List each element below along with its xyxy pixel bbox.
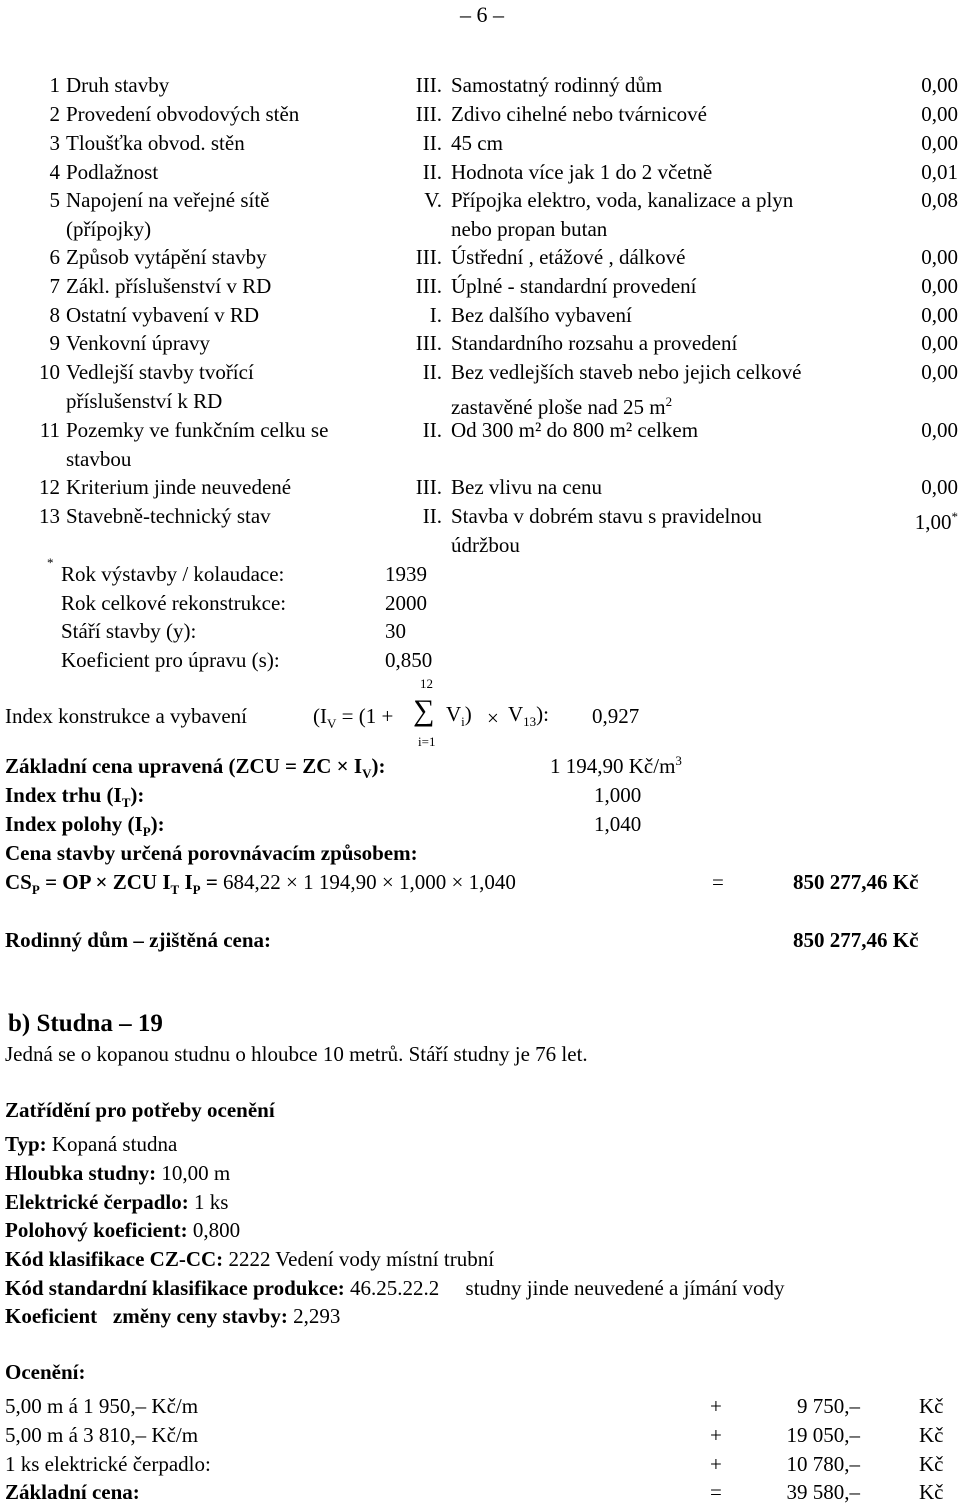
index-formula-text: ($I_V = (1$ +: [313, 704, 394, 732]
index-trhu-value: 1,000: [594, 783, 642, 807]
param-hloubka: Hloubka studny: 10,00 m: [5, 1161, 231, 1185]
row-criterion: Zákl. příslušenství v RD: [66, 274, 272, 298]
row-description: Bez vedlejších staveb nebo jejich celkové zastavěné ploše nad 25 $m^2$: [451, 360, 802, 419]
row-description: Stavba v dobrém stavu s pravidelnou údržbou: [451, 504, 762, 557]
row-description: Bez dalšího vybavení: [451, 303, 632, 327]
zcu-value: 1 194,90 $Kč/m^3$: [550, 753, 682, 778]
param-koeficient: Koeficient změny ceny stavby: 2,293: [5, 1304, 341, 1328]
oceneni-row-2-sign: +: [710, 1423, 722, 1447]
row-number: 1: [49, 73, 60, 97]
row-class: II.: [422, 131, 442, 155]
csp-formula: $CS_P$ = OP × ZCU $I_T$ $I_P = 684,22 \times 1$ 194,90 × 1,000 × 1,040: [5, 870, 516, 898]
row-class: III.: [415, 331, 442, 355]
row-criterion: Venkovní úpravy: [66, 331, 211, 355]
zakladni-cena-sign: =: [710, 1480, 722, 1504]
row-class: II.: [422, 360, 442, 384]
row-number: 5: [49, 188, 60, 212]
row-value: 0,00: [921, 102, 958, 126]
param-polohovy: Polohový koeficient: 0,800: [5, 1218, 241, 1242]
row-value: 0,00: [921, 131, 958, 155]
row-value: 0,08: [921, 188, 958, 212]
row-class: II.: [422, 418, 442, 442]
row-value: 0,01: [921, 160, 958, 184]
oceneni-row-1-amount: 9 750,–: [797, 1394, 860, 1418]
param-typ: Typ: Kopaná studna: [5, 1132, 178, 1156]
row-class: I.: [429, 303, 442, 327]
row-description: Zdivo cihelné nebo tvárnicové: [451, 102, 707, 126]
row-number: 12: [39, 475, 60, 499]
row-description: Úplné - standardní provedení: [451, 274, 697, 298]
oceneni-row-2-label: 5,00 m á 3 810,– Kč/m: [5, 1423, 199, 1447]
rodinny-dum-label: Rodinný dům – zjištěná cena:: [5, 928, 272, 952]
sum-symbol: ∑: [413, 694, 435, 727]
oceneni-row-3-label: 1 ks elektrické čerpadlo:: [5, 1452, 211, 1476]
csp-equals: =: [712, 870, 724, 894]
param-skp: Kód standardní klasifikace produkce: 46.25.22.2 studny jinde neuvedené a jímání vody: [5, 1276, 785, 1300]
footnote-value-2: 2000: [385, 591, 427, 615]
footnote-value-3: 30: [385, 619, 406, 643]
row-class: III.: [415, 245, 442, 269]
oceneni-row-2-currency: Kč: [919, 1423, 944, 1447]
oceneni-row-1-currency: Kč: [919, 1394, 944, 1418]
row-criterion: Napojení na veřejné sítě (přípojky): [66, 188, 270, 241]
csp-result: 850 277,46 Kč: [793, 870, 919, 894]
row-class: III.: [415, 73, 442, 97]
row-description: Bez vlivu na cenu: [451, 475, 603, 499]
footnote-label-4: Koeficient pro úpravu (s):: [61, 648, 280, 672]
row-criterion: Tloušťka obvod. stěn: [66, 131, 245, 155]
param-cerpadlo: Elektrické čerpadlo: 1 ks: [5, 1190, 229, 1214]
sum-upper-limit: 12: [420, 676, 433, 691]
oceneni-row-3-currency: Kč: [919, 1452, 944, 1476]
row-criterion: Podlažnost: [66, 160, 159, 184]
row-value: 1,00*: [914, 509, 958, 534]
row-criterion: Kriterium jinde neuvedené: [66, 475, 292, 499]
row-criterion: Stavebně-technický stav: [66, 504, 271, 528]
cena-porovnavaci-heading: Cena stavby určená porovnávacím způsobem:: [5, 841, 418, 865]
studna-intro: Jedná se o kopanou studnu o hloubce 10 metrů. Stáří studny je 76 let.: [5, 1042, 588, 1066]
zakladni-cena-amount: 39 580,–: [786, 1480, 860, 1504]
row-criterion: Vedlejší stavby tvořící příslušenství k RD: [66, 360, 254, 413]
row-number: 10: [39, 360, 60, 384]
row-class: III.: [415, 102, 442, 126]
oceneni-row-1-sign: +: [710, 1394, 722, 1418]
row-class: II.: [422, 504, 442, 528]
zakladni-cena-currency: Kč: [919, 1480, 944, 1504]
zcu-label: Základní cena upravená (ZCU = ZC × $I_V$):: [5, 754, 386, 782]
index-value: 0,927: [592, 704, 640, 728]
oceneni-row-3-amount: 10 780,–: [786, 1452, 860, 1476]
row-description: Hodnota více jak 1 do 2 včetně: [451, 160, 713, 184]
index-label: Index konstrukce a vybavení: [5, 704, 248, 728]
row-class: II.: [422, 160, 442, 184]
footnote-value-1: 1939: [385, 562, 427, 586]
row-description: Samostatný rodinný dům: [451, 73, 663, 97]
row-class: III.: [415, 475, 442, 499]
footnote-label-3: Stáří stavby (y):: [61, 619, 197, 643]
index-trhu-label: Index trhu $(I_T)$:: [5, 783, 145, 811]
page-number: – 6 –: [460, 2, 504, 27]
row-description: Standardního rozsahu a provedení: [451, 331, 738, 355]
zatrideni-heading: Zatřídění pro potřeby ocenění: [5, 1098, 275, 1122]
row-number: 8: [49, 303, 60, 327]
footnote-label-1: Rok výstavby / kolaudace:: [61, 562, 285, 586]
row-number: 13: [39, 504, 60, 528]
row-value: 0,00: [921, 245, 958, 269]
vi-term: $V_i$): [446, 702, 472, 730]
row-description: 45 cm: [451, 131, 503, 155]
row-description: Od 300 m² do 800 m² celkem: [451, 418, 699, 442]
row-value: 0,00: [921, 331, 958, 355]
row-value: 0,00: [921, 303, 958, 327]
index-polohy-value: 1,040: [594, 812, 642, 836]
zakladni-cena-label: Základní cena:: [5, 1480, 140, 1504]
row-description: Ústřední , etážové , dálkové: [451, 245, 686, 269]
row-number: 11: [39, 418, 60, 442]
index-polohy-label: Index polohy $(I_P)$:: [5, 812, 165, 840]
row-value: 0,00: [921, 475, 958, 499]
row-number: 3: [49, 131, 60, 155]
footnote-value-4: 0,850: [385, 648, 433, 672]
times-symbol: ×: [487, 706, 499, 730]
footnote-marker: *: [47, 555, 54, 570]
row-number: 2: [49, 102, 60, 126]
footnote-label-2: Rok celkové rekonstrukce:: [61, 591, 287, 615]
row-class: III.: [415, 274, 442, 298]
row-value: 0,00: [921, 360, 958, 384]
oceneni-row-3-sign: +: [710, 1452, 722, 1476]
v13-term: $V_{13}$):: [508, 702, 549, 730]
oceneni-row-1-label: 5,00 m á 1 950,– Kč/m: [5, 1394, 199, 1418]
row-criterion: Pozemky ve funkčním celku se stavbou: [66, 418, 329, 471]
row-criterion: Ostatní vybavení v RD: [66, 303, 260, 327]
row-number: 4: [49, 160, 60, 184]
rodinny-dum-value: 850 277,46 Kč: [793, 928, 919, 952]
row-number: 6: [49, 245, 60, 269]
row-number: 7: [49, 274, 60, 298]
row-value: 0,00: [921, 274, 958, 298]
row-criterion: Druh stavby: [66, 73, 170, 97]
row-class: V.: [424, 188, 442, 212]
row-number: 9: [49, 331, 60, 355]
row-value: 0,00: [921, 73, 958, 97]
row-criterion: Způsob vytápění stavby: [66, 245, 267, 269]
studna-heading: b) Studna – 19: [8, 1010, 163, 1037]
row-description: Přípojka elektro, voda, kanalizace a plyn nebo propan butan: [451, 188, 794, 241]
oceneni-heading: Ocenění:: [5, 1360, 86, 1384]
row-criterion: Provedení obvodových stěn: [66, 102, 300, 126]
sum-lower-limit: i=1: [418, 734, 436, 749]
row-value: 0,00: [921, 418, 958, 442]
param-cz-cc: Kód klasifikace CZ-CC: 2222 Vedení vody místní trubní: [5, 1247, 495, 1271]
oceneni-row-2-amount: 19 050,–: [786, 1423, 860, 1447]
